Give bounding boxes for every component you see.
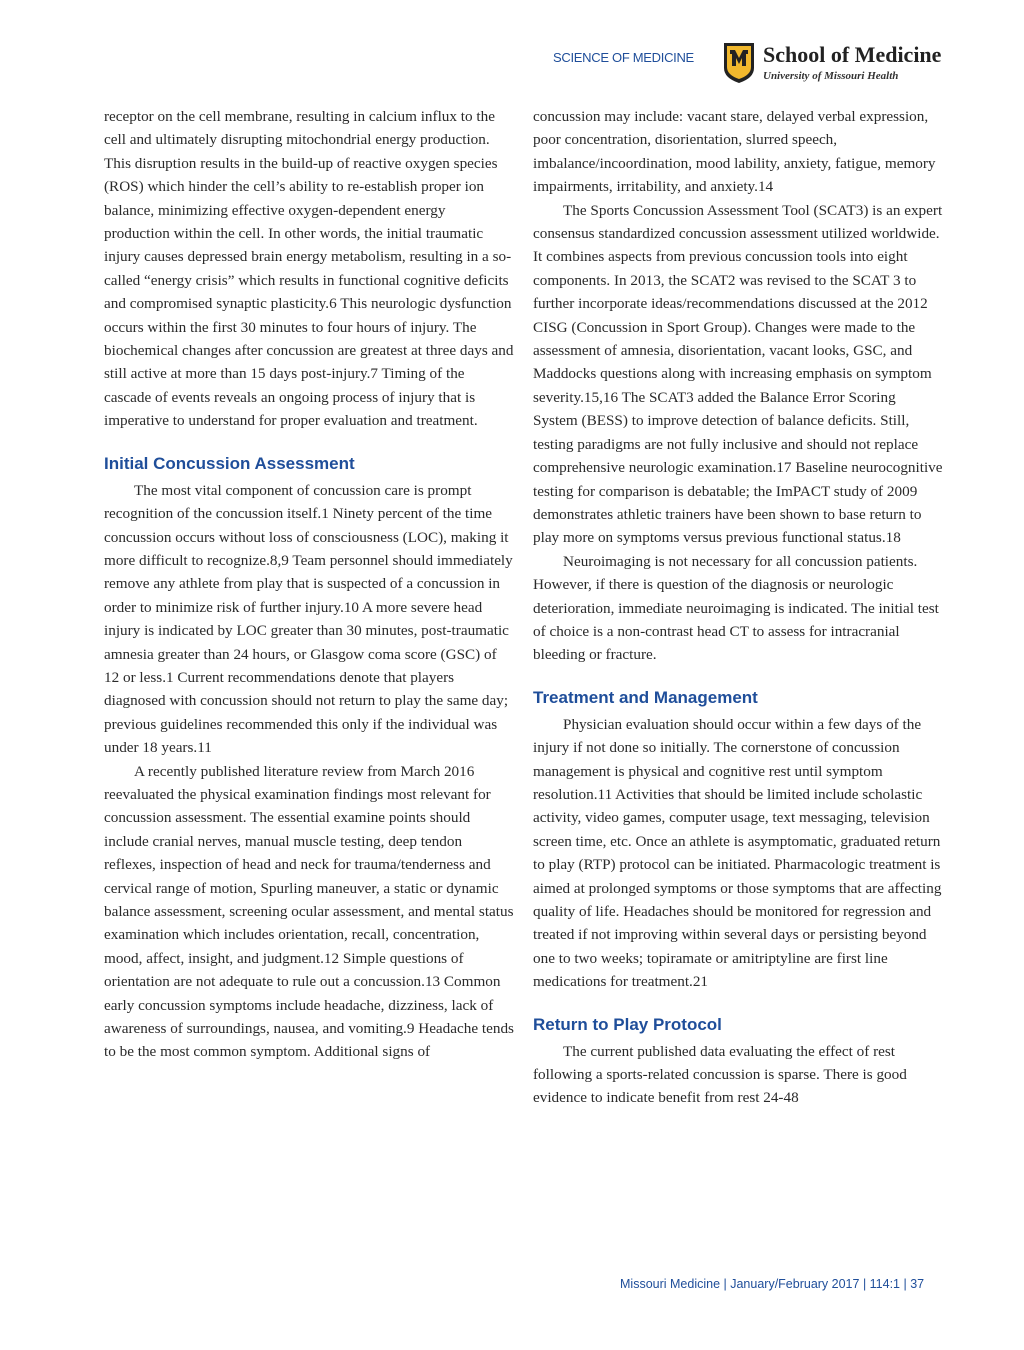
university-logo — [723, 42, 953, 88]
left-column — [104, 105, 514, 1064]
paragraph: Physician evaluation should occur within a few days of the injury if not done so initially. The cornerstone of concussion management is physical and cognitive rest until symptom resolution.11 Activities that should be limited include scholastic activity, video games, computer usage, text messaging, television screen time, etc. Once an athlete is asymptomatic, graduated return to play (RTP) protocol can be initiated. Pharmacologic treatment is aimed at prolonged symptoms or those symptoms that are affecting quality of life. Headaches should be monitored for regression and treated if not improving within several days or persisting beyond one to two weeks; topiramate or amitriptyline are first line medications for treatment.21 — [533, 715, 942, 991]
section-heading-initial-assessment: Initial Concussion Assessment — [104, 453, 355, 473]
section-label: SCIENCE OF MEDICINE — [553, 50, 694, 65]
section-heading-treatment: Treatment and Management — [533, 687, 758, 707]
paragraph: A recently published literature review from March 2016 reevaluated the physical examination findings most relevant for concussion assessment. The essential examine points should include cranial nerves, manual muscle testing, deep tendon reflexes, inspection of head and neck for trauma/tenderness and cervical range of motion, Spurling maneuver, a static or dynamic balance assessment, screening ocular assessment, and mental status examination which includes orientation, recall, concentration, mood, affect, insight, and judgment.12 Simple questions of orientation are not adequate to rule out a concussion.13 Common early concussion symptoms include headache, dizziness, lack of awareness of surroundings, nausea, and vomiting.9 Headache tends to be the most common symptom. Additional signs of — [104, 762, 514, 1061]
right-column — [533, 105, 943, 1110]
paragraph: The most vital component of concussion care is prompt recognition of the concussion itself.1 Ninety percent of the time concussion occurs without loss of consciousness (LOC), making it more difficult to recognize.8,9 Team personnel should immediately remove any athlete from play that is suspected of a concussion in order to minimize risk of further injury.10 A more severe head injury is indicated by LOC greater than 30 minutes, post-traumatic amnesia greater than 24 hours, or Glasgow coma score (GSC) of 12 or less.1 Current recommendations denote that players diagnosed with concussion should not return to play the same day; previous guidelines recommended this only if the individual was under 18 years.11 — [104, 481, 513, 757]
paragraph: Neuroimaging is not necessary for all concussion patients. However, if there is question of the diagnosis or neurologic deterioration, immediate neuroimaging is indicated. The initial test of choice is a non-contrast head CT to assess for intracranial bleeding or fracture. — [533, 552, 939, 664]
logo-title: School of Medicine — [763, 42, 942, 67]
mizzou-logo-icon — [723, 42, 755, 84]
paragraph: The current published data evaluating the effect of rest following a sports-related concussion is sparse. There is good evidence to indicate benefit from rest 24-48 — [533, 1042, 907, 1107]
logo-subtitle: University of Missouri Health — [763, 70, 899, 82]
paragraph: The Sports Concussion Assessment Tool (SCAT3) is an expert consensus standardized concussion assessment utilized worldwide. It combines aspects from previous concussion tools into eight components. In 2013, the SCAT2 was revised to the SCAT 3 to further incorporate ideas/recommendations discussed at the 2012 CISG (Concussion in Sport Group). Changes were made to the assessment of amnesia, disorientation, vacant looks, GSC, and Maddocks questions along with increasing emphasis on symptom severity.15,16 The SCAT3 added the Balance Error Scoring System (BESS) to improve detection of balance deficits. Still, testing paradigms are not fully inclusive and should not replace comprehensive neurologic examination.17 Baseline neurocognitive testing for comparison is debatable; the ImPACT study of 2009 demonstrates athletic trainers have been shown to base return to play more on symptoms versus previous functional status.18 — [533, 201, 943, 547]
page-footer: Missouri Medicine | January/February 2017 | 114:1 | 37 — [620, 1277, 925, 1291]
paragraph: receptor on the cell membrane, resulting in calcium influx to the cell and ultimately disrupting mitochondrial energy production. This disruption results in the build-up of reactive oxygen species (ROS) which hinder the cell’s ability to re-establish proper ion balance, minimizing effective oxygen-dependent energy production within the cell. In other words, the initial traumatic injury causes depressed brain energy metabolism, resulting in a so-called “energy crisis” which results in functional cognitive deficits and compromised synaptic plasticity.6 This neurologic dysfunction occurs within the first 30 minutes to four hours of injury. The biochemical changes after concussion are greatest at three days and still active at more than 15 days post-injury.7 Timing of the cascade of events reveals an ongoing process of injury that is imperative to understand for proper evaluation and treatment. — [104, 108, 514, 430]
paragraph: concussion may include: vacant stare, delayed verbal expression, poor concentration, disorientation, slurred speech, imbalance/incoordination, mood lability, anxiety, fatigue, memory impairments, irritability, and anxiety.14 — [533, 108, 936, 196]
section-heading-return-to-play: Return to Play Protocol — [533, 1014, 722, 1034]
